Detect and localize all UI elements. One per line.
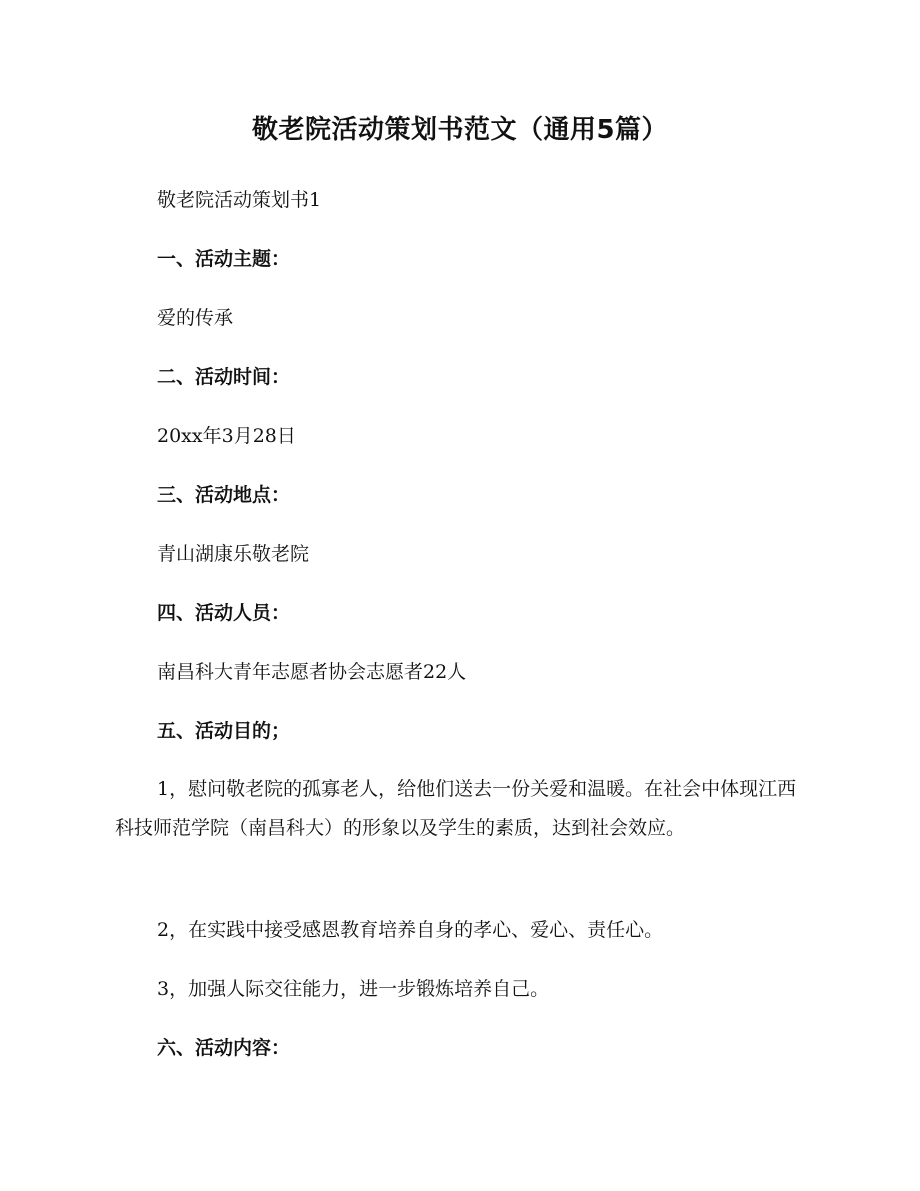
section-body-theme: 爱的传承 bbox=[157, 307, 234, 329]
section-heading-purpose: 五、活动目的； bbox=[157, 720, 291, 742]
section-body-participants: 南昌科大青年志愿者协会志愿者22人 bbox=[157, 661, 467, 683]
document-subtitle: 敬老院活动策划书1 bbox=[157, 189, 322, 211]
section-heading-theme: 一、活动主题： bbox=[157, 248, 291, 270]
purpose-paragraph-2: 2，在实践中接受感恩教育培养自身的孝心、爱心、责任心。 bbox=[157, 919, 664, 941]
section-heading-location: 三、活动地点： bbox=[157, 484, 291, 506]
document-title: 敬老院活动策划书范文（通用5篇） bbox=[251, 115, 669, 145]
purpose-paragraph-1: 1，慰问敬老院的孤寡老人，给他们送去一份关爱和温暖。在社会中体现江西科技师范学院（南昌科大）的形象以及学生的素质，达到社会效应。 bbox=[115, 778, 797, 839]
purpose-paragraph-3: 3，加强人际交往能力，进一步锻炼培养自己。 bbox=[157, 978, 550, 1000]
section-heading-time: 二、活动时间： bbox=[157, 366, 291, 388]
section-body-location: 青山湖康乐敬老院 bbox=[157, 543, 310, 565]
section-heading-participants: 四、活动人员： bbox=[157, 602, 291, 624]
section-body-time: 20xx年3月28日 bbox=[157, 425, 296, 447]
section-heading-content: 六、活动内容： bbox=[157, 1037, 291, 1059]
